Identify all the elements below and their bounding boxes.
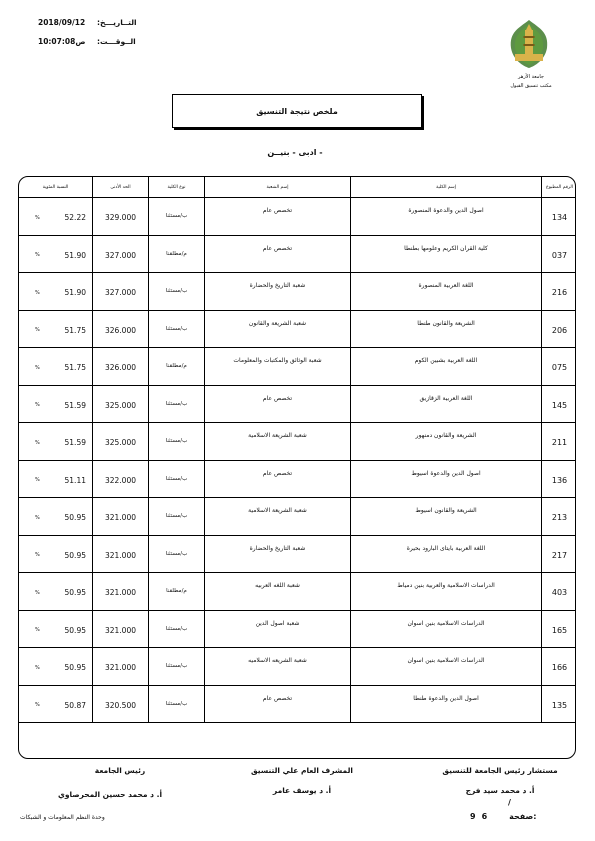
cell-min-total-text: 329.000 <box>104 213 136 222</box>
cell-college-type <box>149 536 205 573</box>
cell-min-total <box>93 498 149 535</box>
cell-min-total-text: 326.000 <box>104 363 136 372</box>
date-value: 2018/09/12 <box>38 18 86 27</box>
cell-college-type-text: م/مطلقنا <box>166 250 187 257</box>
cell-min-total-text: 321.000 <box>104 513 136 522</box>
percent-symbol: % <box>35 477 40 483</box>
cell-college <box>351 611 542 648</box>
cell-college-type <box>149 273 205 310</box>
cell-college-text: اللغة العربية بشبين الكوم <box>414 357 478 364</box>
cell-division <box>205 386 351 423</box>
cell-code-text: 037 <box>551 250 568 260</box>
cell-code-text: 403 <box>551 588 568 597</box>
cell-college-type-text: ب/مستثنا <box>165 438 188 444</box>
cell-code <box>542 686 576 723</box>
cell-college-type <box>149 386 205 423</box>
cell-min-total <box>93 198 149 235</box>
cell-min-total <box>93 273 149 310</box>
table-body <box>19 198 576 723</box>
cell-college-type <box>149 348 205 385</box>
cell-min-total-text: 320.500 <box>104 700 136 710</box>
cell-division-text: شعبة الشريعة الاسلامية <box>248 432 307 439</box>
table-row <box>19 236 576 274</box>
percent-symbol: % <box>35 514 40 521</box>
cell-code <box>542 461 576 498</box>
cell-division-text: شعبة التاريخ والحضارة <box>249 544 306 552</box>
cell-percentage <box>19 386 93 423</box>
cell-college <box>351 648 542 685</box>
cell-division <box>205 311 351 348</box>
percent-symbol: % <box>35 552 40 558</box>
cell-division-text: تخصص عام <box>262 469 293 477</box>
cell-code-text: 145 <box>551 400 568 410</box>
cell-college-type <box>149 423 205 460</box>
table-row <box>19 536 576 574</box>
cell-min-total <box>93 423 149 460</box>
table-row <box>19 573 576 611</box>
table-row <box>19 423 576 461</box>
cell-min-total-text: 325.000 <box>104 438 136 447</box>
cell-min-total <box>93 348 149 385</box>
header-division: إسم الشعبة <box>205 177 351 198</box>
percent-symbol: % <box>35 327 40 333</box>
cell-percentage <box>19 198 93 235</box>
cell-code <box>542 611 576 648</box>
cell-college <box>351 236 542 273</box>
section-label: - ادبى - بنيــن <box>267 148 323 157</box>
report-title: ملخص نتيجة التنسيق <box>172 94 422 128</box>
cell-college-type-text: ب/مستثنا <box>165 663 188 669</box>
cell-college-text: اللغة العربية الزقازيق <box>419 394 473 402</box>
cell-college-type-text: ب/مستثنا <box>165 475 188 482</box>
cell-code-text: 206 <box>551 325 568 335</box>
logo-caption-office: مكتب تنسيق القبول <box>510 83 552 89</box>
percent-symbol: % <box>35 402 40 408</box>
cell-division <box>205 348 351 385</box>
cell-percentage <box>19 536 93 573</box>
header-college: إسم الكلية <box>351 177 542 198</box>
percent-symbol: % <box>35 252 40 258</box>
cell-division <box>205 198 351 235</box>
cell-code-text: 216 <box>551 288 568 297</box>
cell-division-text: شعبة اصول الدين <box>255 619 300 627</box>
cell-division <box>205 498 351 535</box>
results-table <box>18 176 576 759</box>
cell-division-text: شعبة الشريعة والقانون <box>248 319 307 327</box>
cell-min-total-text: 321.000 <box>104 625 136 635</box>
cell-college-type <box>149 611 205 648</box>
cell-college-text: اللغة العربية بايتاى البارود بحيرة <box>406 544 486 552</box>
percentage-value: 51.90 <box>64 250 86 260</box>
cell-college-type-text: م/مطلقنا <box>166 588 187 594</box>
cell-percentage <box>19 498 93 535</box>
cell-min-total <box>93 236 149 273</box>
cell-min-total <box>93 461 149 498</box>
cell-college-text: الشريعة والقانون طنطا <box>417 319 475 327</box>
cell-college <box>351 423 542 460</box>
signature-name-coordinator: أ. د محمد سيد فرج <box>465 786 535 795</box>
table-header <box>19 177 576 198</box>
cell-college-type <box>149 198 205 235</box>
table-row <box>19 611 576 649</box>
footer-unit: وحدة النظم المعلومات و الشبكات <box>20 814 105 821</box>
cell-code <box>542 536 576 573</box>
table-row <box>19 686 576 724</box>
cell-code <box>542 273 576 310</box>
cell-division-text: تخصص عام <box>262 394 293 402</box>
cell-code <box>542 498 576 535</box>
cell-division <box>205 236 351 273</box>
percent-symbol: % <box>35 289 40 296</box>
percent-symbol: % <box>35 214 40 221</box>
cell-division-text: تخصص عام <box>262 244 293 252</box>
cell-college-type-text: ب/مستثنا <box>165 288 188 294</box>
cell-division-text: شعبة التاريخ والحضارة <box>249 282 306 289</box>
cell-code-text: 075 <box>551 363 568 372</box>
signature-title-coordinator: مستشار رئيس الجامعة للتنسيق <box>442 766 558 775</box>
cell-percentage <box>19 686 93 723</box>
cell-division <box>205 273 351 310</box>
signature-name-president: أ. د محمد حسين المحرصاوي <box>57 790 163 799</box>
cell-college-type-text: ب/مستثنا <box>165 513 188 519</box>
cell-division-text: شعبة اللغه العربيه <box>255 582 300 589</box>
cell-min-total-text: 327.000 <box>104 250 136 260</box>
cell-min-total <box>93 386 149 423</box>
cell-code-text: 166 <box>551 663 568 672</box>
cell-min-total <box>93 573 149 610</box>
header-college-type: نوع الكلية <box>149 177 205 198</box>
percentage-value: 51.11 <box>64 475 86 485</box>
percent-symbol: % <box>35 664 40 671</box>
table-row <box>19 648 576 686</box>
cell-code <box>542 198 576 235</box>
cell-college <box>351 536 542 573</box>
cell-college-type <box>149 648 205 685</box>
percentage-value: 50.95 <box>64 513 86 522</box>
cell-percentage <box>19 461 93 498</box>
cell-college-text: اصول الدين والدعوة المنصورة <box>408 207 484 214</box>
cell-division <box>205 573 351 610</box>
percentage-value: 50.95 <box>64 625 86 635</box>
percentage-value: 50.87 <box>64 700 86 710</box>
cell-division-text: تخصص عام <box>262 694 293 702</box>
date-row <box>38 18 153 27</box>
cell-college <box>351 686 542 723</box>
cell-division-text: تخصص عام <box>262 207 293 214</box>
cell-college-type-text: ب/مستثنا <box>165 400 188 407</box>
cell-min-total-text: 321.000 <box>104 663 136 672</box>
cell-division-text: شعبة الوثائق والمكتبات والمعلومات <box>233 357 322 364</box>
date-label: التــاريـــخ: <box>97 18 137 27</box>
cell-code <box>542 236 576 273</box>
logo-caption-university: جامعة الأزهر <box>517 74 545 80</box>
cell-college <box>351 461 542 498</box>
signature-title-supervisor: المشرف العام علي التنسيق <box>251 766 353 775</box>
page-label: صفحة: <box>509 812 537 821</box>
cell-college-type-text: ب/مستثنا <box>165 213 188 219</box>
cell-college <box>351 348 542 385</box>
cell-code-text: 211 <box>551 438 568 447</box>
cell-percentage <box>19 423 93 460</box>
cell-college-type <box>149 311 205 348</box>
table-row <box>19 273 576 311</box>
cell-code-text: 136 <box>551 475 568 485</box>
cell-college-text: اصول الدين والدعوة اسيوط <box>411 469 481 477</box>
time-row <box>38 37 153 46</box>
cell-division <box>205 611 351 648</box>
percent-symbol: % <box>35 439 40 446</box>
cell-division <box>205 536 351 573</box>
cell-percentage <box>19 348 93 385</box>
percentage-value: 50.95 <box>64 588 86 597</box>
cell-code <box>542 423 576 460</box>
cell-college-text: الدراسات الاسلامية بنين اسوان <box>407 619 485 627</box>
cell-min-total-text: 321.000 <box>104 588 136 597</box>
percentage-value: 51.75 <box>64 363 86 372</box>
percent-symbol: % <box>35 702 40 708</box>
cell-code-text: 165 <box>551 625 568 635</box>
percent-symbol: % <box>35 364 40 371</box>
cell-percentage <box>19 311 93 348</box>
cell-college-type <box>149 573 205 610</box>
cell-division <box>205 461 351 498</box>
cell-code-text: 213 <box>551 513 568 522</box>
cell-college-type-text: م/مطلقنا <box>166 363 187 369</box>
percent-symbol: % <box>35 589 40 596</box>
cell-college-text: كلية القران الكريم وعلومها بطنطا <box>404 244 488 252</box>
cell-code-text: 134 <box>551 213 568 222</box>
cell-code <box>542 348 576 385</box>
cell-min-total <box>93 611 149 648</box>
cell-college-text: الدراسات الاسلامية والعربية بنين دمياط <box>397 582 495 589</box>
cell-division-text: شعبة الشريعه الاسلاميه <box>248 657 307 664</box>
azhar-logo-icon <box>505 18 553 70</box>
cell-college-type <box>149 498 205 535</box>
cell-code <box>542 648 576 685</box>
cell-college-type <box>149 461 205 498</box>
header-percentage: النسبة المئوية <box>19 177 93 198</box>
header-min-total: الحد الأدنى <box>93 177 149 198</box>
cell-college-type <box>149 236 205 273</box>
cell-division <box>205 648 351 685</box>
table-row <box>19 498 576 536</box>
percentage-value: 51.59 <box>64 438 86 447</box>
percentage-value: 52.22 <box>64 213 86 222</box>
cell-min-total <box>93 686 149 723</box>
table-row <box>19 311 576 349</box>
table-row <box>19 348 576 386</box>
cell-college <box>351 198 542 235</box>
cell-college-type-text: ب/مستثنا <box>165 550 188 557</box>
percentage-value: 51.59 <box>64 400 86 410</box>
cell-college-type-text: ب/مستثنا <box>165 325 188 332</box>
page-total: 9 <box>470 812 476 821</box>
percent-symbol: % <box>35 627 40 633</box>
cell-min-total-text: 326.000 <box>104 325 136 335</box>
time-label: الــوقـــت: <box>97 37 136 46</box>
cell-percentage <box>19 611 93 648</box>
cell-college <box>351 573 542 610</box>
cell-college-type-text: ب/مستثنا <box>165 625 188 632</box>
cell-code <box>542 386 576 423</box>
cell-college <box>351 273 542 310</box>
cell-code-text: 135 <box>551 700 568 710</box>
time-value: ص10:07:08 <box>38 37 86 46</box>
cell-division <box>205 423 351 460</box>
cell-percentage <box>19 236 93 273</box>
cell-min-total-text: 321.000 <box>104 550 136 560</box>
cell-college-type-text: ب/مستثنا <box>165 700 188 707</box>
cell-code <box>542 573 576 610</box>
page-separator: / <box>508 798 511 807</box>
cell-min-total <box>93 648 149 685</box>
cell-code <box>542 311 576 348</box>
cell-percentage <box>19 648 93 685</box>
percentage-value: 50.95 <box>64 550 86 560</box>
cell-college-type <box>149 686 205 723</box>
signature-name-supervisor: أ. د يوسف عامر <box>272 786 332 795</box>
cell-min-total-text: 325.000 <box>104 400 136 410</box>
cell-division-text: شعبة الشريعة الاسلامية <box>248 507 307 514</box>
cell-college-text: الدراسات الاسلامية بنين اسوان <box>407 657 485 664</box>
cell-college-text: اصول الدين والدعوة طنطا <box>413 694 479 702</box>
cell-college-text: الشريعة والقانون اسيوط <box>415 507 477 514</box>
page-current: 6 <box>481 812 488 821</box>
cell-min-total-text: 322.000 <box>104 475 136 485</box>
cell-college-text: الشريعة والقانون دمنهور <box>415 432 477 439</box>
header-code: الرقم المطبوع <box>546 185 573 190</box>
cell-min-total-text: 327.000 <box>104 288 136 297</box>
cell-college <box>351 386 542 423</box>
cell-code-text: 217 <box>551 550 568 560</box>
table-row <box>19 198 576 236</box>
page-number <box>470 798 537 821</box>
signature-title-president: رئيس الجامعة <box>94 766 146 775</box>
percentage-value: 51.75 <box>64 325 86 335</box>
percentage-value: 50.95 <box>64 663 86 672</box>
percentage-value: 51.90 <box>64 288 86 297</box>
cell-percentage <box>19 273 93 310</box>
cell-college <box>351 498 542 535</box>
cell-division <box>205 686 351 723</box>
table-row <box>19 461 576 499</box>
cell-min-total <box>93 536 149 573</box>
table-row <box>19 386 576 424</box>
cell-min-total <box>93 311 149 348</box>
cell-college-text: اللغة العربية المنصورة <box>418 282 474 289</box>
cell-percentage <box>19 573 93 610</box>
cell-college <box>351 311 542 348</box>
